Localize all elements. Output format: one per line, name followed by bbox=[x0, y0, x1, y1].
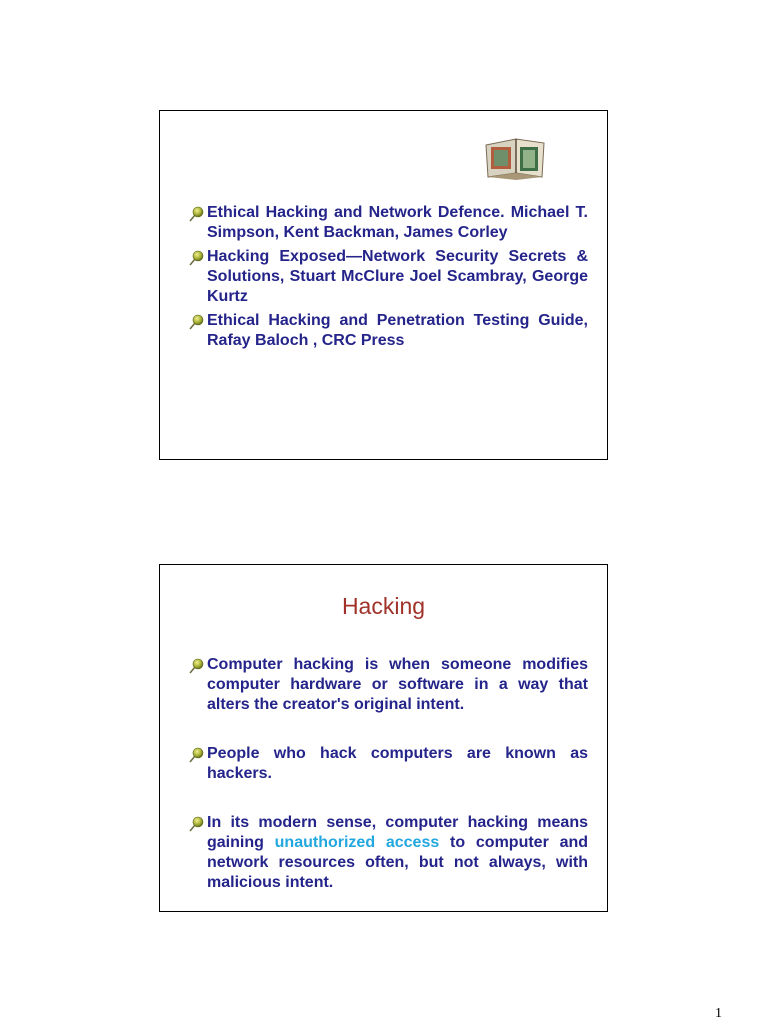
pushpin-icon bbox=[188, 816, 204, 832]
reference-text: Ethical Hacking and Penetration Testing Guide, Rafay Baloch , CRC Press bbox=[207, 312, 588, 349]
list-item bbox=[188, 655, 588, 715]
list-item bbox=[188, 247, 588, 307]
list-item bbox=[188, 311, 588, 351]
reference-text: Hacking Exposed—Network Security Secrets & Solutions, Stuart McClure Joel Scambray, George Kurtz bbox=[207, 248, 588, 305]
bullet-text-end: to computer and network resources often, but not always, with malicious intent. bbox=[207, 834, 589, 891]
book-icon bbox=[482, 133, 548, 181]
pushpin-icon bbox=[188, 250, 204, 266]
list-item bbox=[188, 813, 588, 893]
slide-hacking bbox=[159, 564, 608, 912]
reference-text: Ethical Hacking and Network Defence. Michael T. Simpson, Kent Backman, James Corley bbox=[207, 204, 588, 241]
bullet-text-start: In its modern sense, computer hacking means gaining bbox=[207, 814, 588, 851]
slide-references bbox=[159, 110, 608, 460]
page-number: 1 bbox=[715, 1006, 722, 1021]
reference-list bbox=[188, 203, 588, 355]
slide-title: Hacking bbox=[341, 593, 426, 619]
bullet-text: People who hack computers are known as hackers. bbox=[207, 745, 588, 782]
pushpin-icon bbox=[188, 658, 204, 674]
bullet-text: Computer hacking is when someone modifies computer hardware or software in a way that alters the creator's original intent. bbox=[207, 656, 588, 713]
list-item bbox=[188, 203, 588, 243]
pushpin-icon bbox=[188, 206, 204, 222]
highlight-text: unauthorized access bbox=[274, 834, 440, 851]
pushpin-icon bbox=[188, 314, 204, 330]
pushpin-icon bbox=[188, 747, 204, 763]
list-item bbox=[188, 744, 588, 784]
bullet-list bbox=[188, 655, 588, 922]
